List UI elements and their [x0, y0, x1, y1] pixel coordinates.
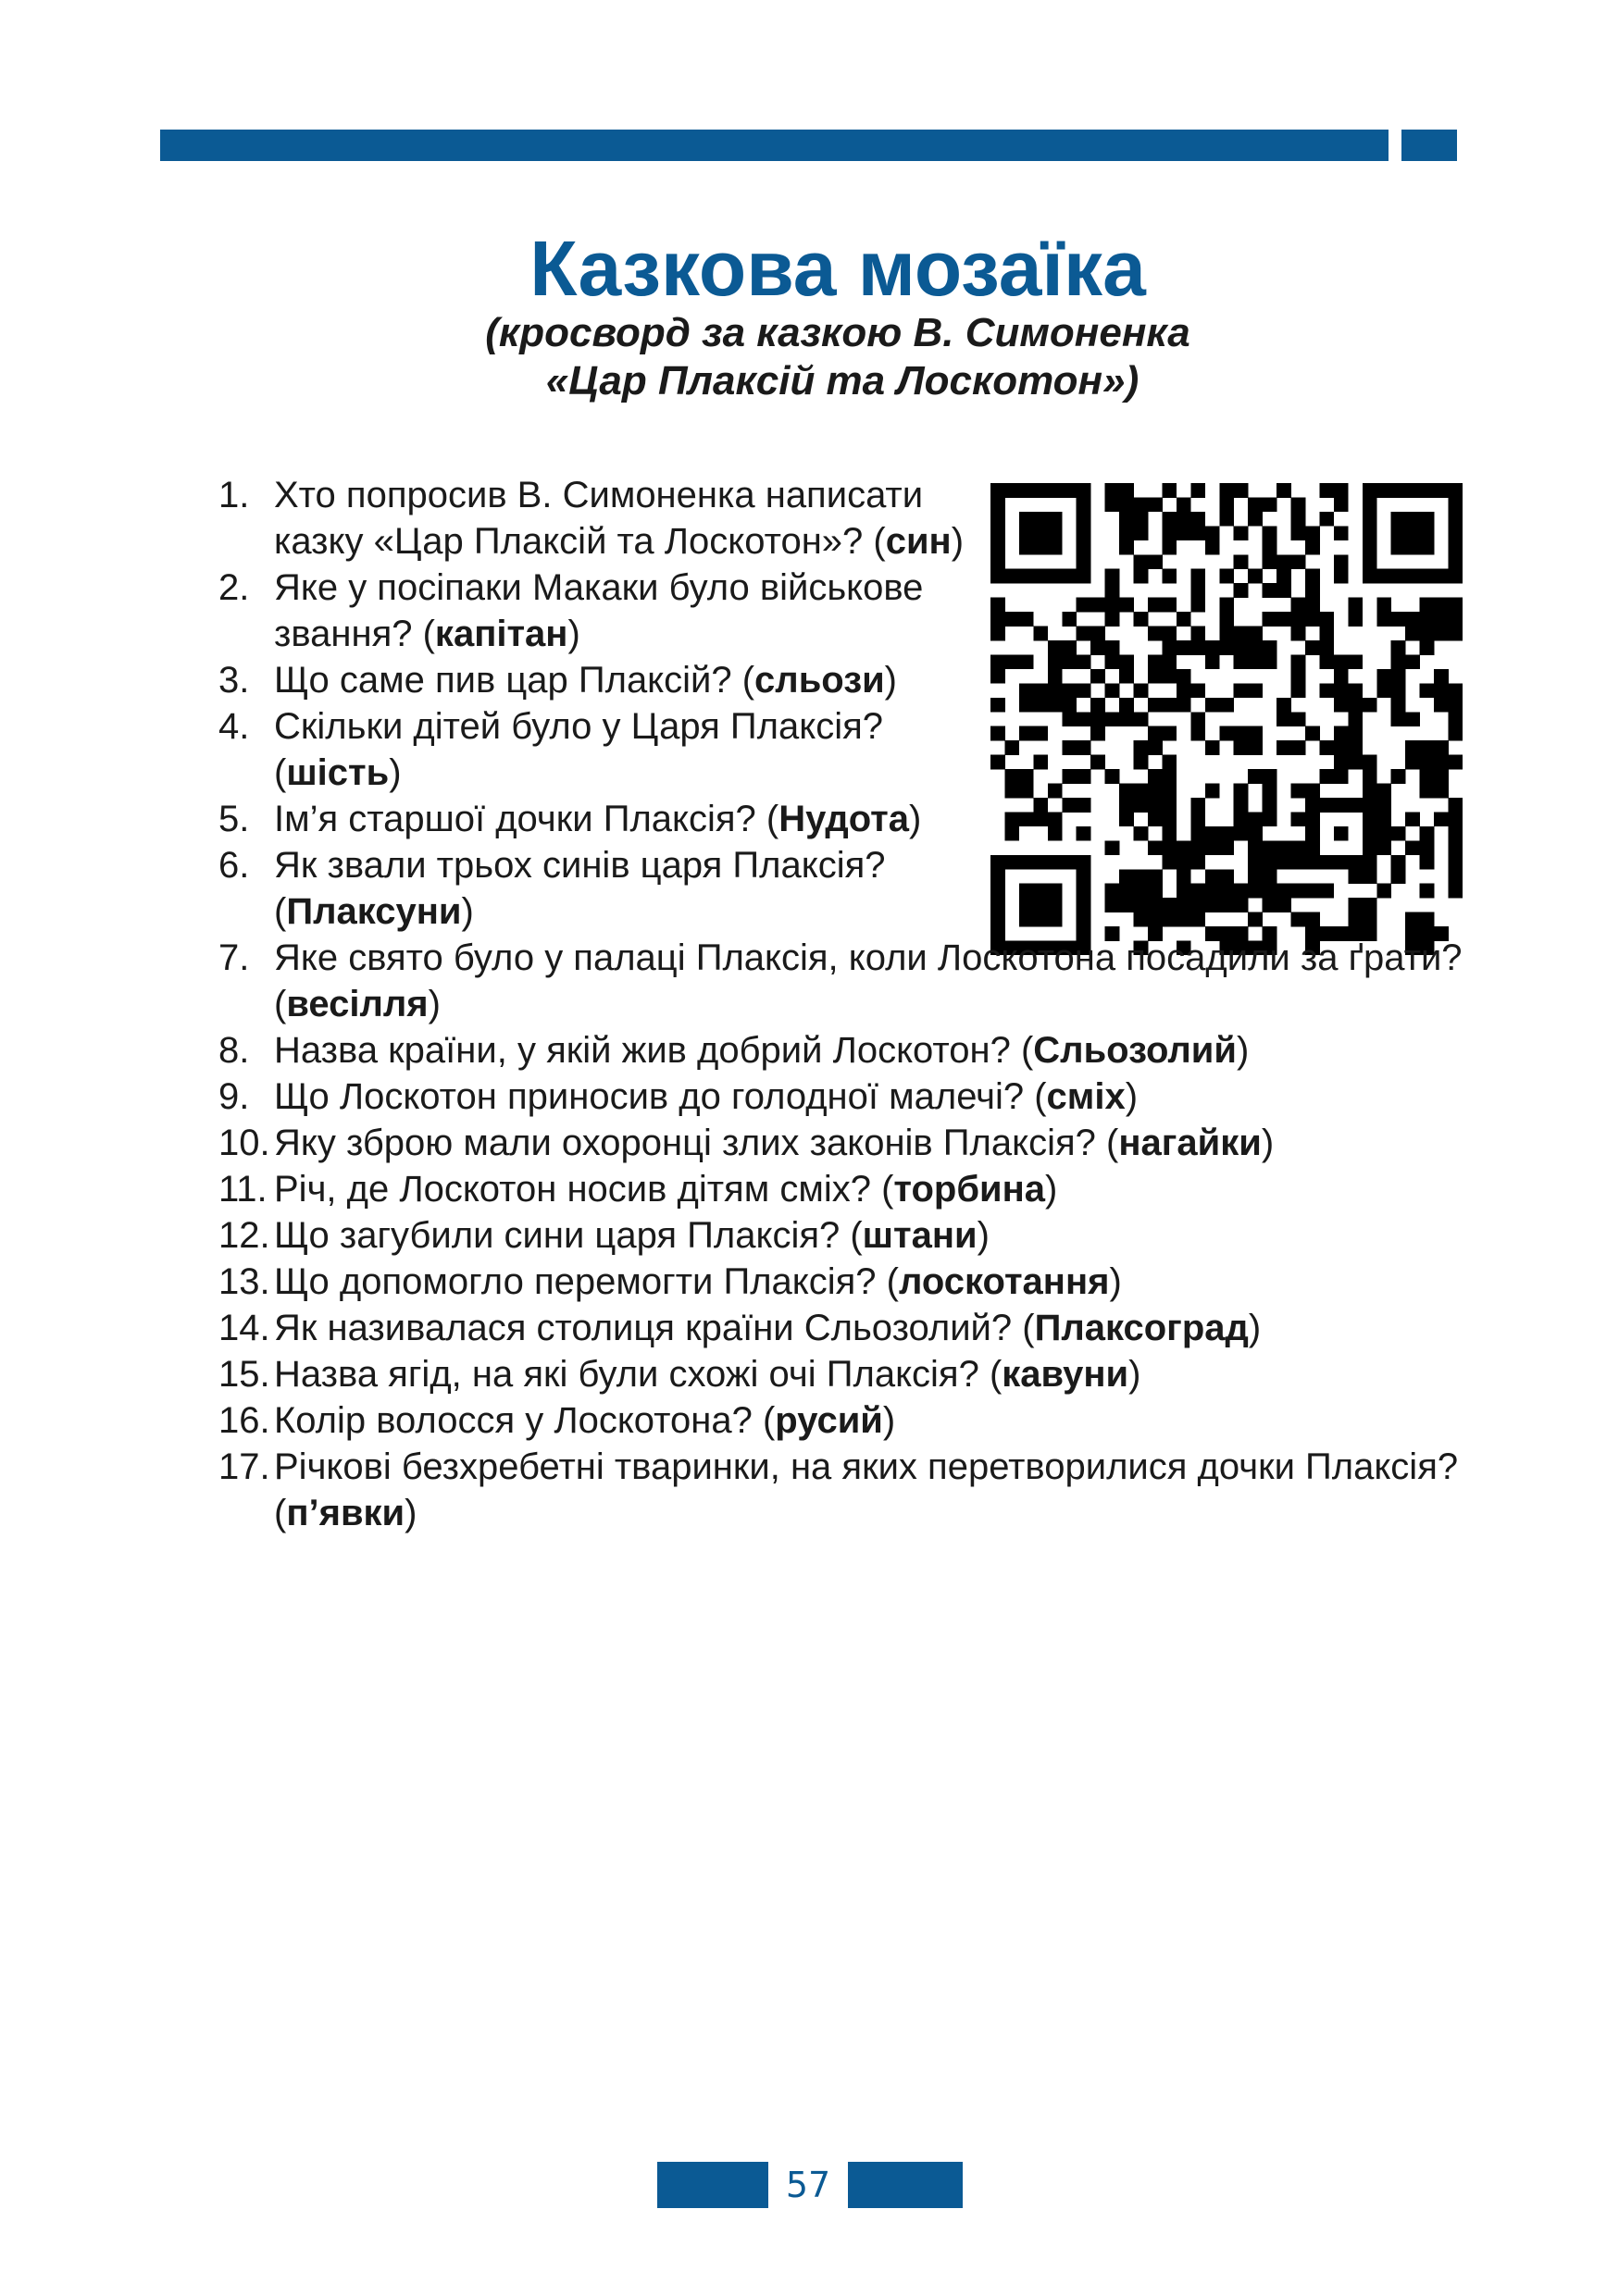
answer: шість [286, 752, 390, 793]
item-number: 12. [218, 1215, 270, 1256]
question-text: Назва країни, у якій жив добрий Лоскотон? [274, 1030, 1011, 1071]
item-number: 1. [218, 475, 250, 515]
list-item: 17. Річкові безхребетні тваринки, на яких перетворилися дочки Плаксія? (п’явки) [218, 1444, 1477, 1536]
question-text: Яку зброю мали охоронці злих законів Плаксія? [274, 1123, 1096, 1163]
list-item: 15. Назва ягід, на які були схожі очі Плаксія? (кавуни) [218, 1351, 1477, 1397]
header-decor-bar-end [1401, 130, 1457, 161]
answer: сміх [1046, 1076, 1126, 1117]
item-number: 11. [218, 1169, 268, 1210]
list-item: 12. Що загубили сини царя Плаксія? (штани) [218, 1212, 1477, 1259]
answer: лоскотання [898, 1261, 1110, 1302]
item-number: 13. [218, 1261, 270, 1302]
page-title: Казкова мозаїка [529, 225, 1146, 312]
page-subtitle [0, 309, 1619, 405]
answer: Плаксоград [1034, 1308, 1249, 1348]
answer: син [885, 521, 952, 562]
subtitle-line-2: «Цар Плаксій та Лоскотон») [545, 358, 1140, 403]
question-text: Що саме пив цар Плаксій? [274, 660, 732, 701]
question-text: Як звали трьох синів царя Плаксія? [274, 845, 886, 886]
item-number: 10. [218, 1123, 270, 1163]
list-item: 5. Ім’я старшої дочки Плаксія? (Нудота) [218, 796, 996, 842]
footer-decor-bar-left [657, 2162, 768, 2208]
question-text: Яке у посіпаки Макаки було військове звання? [274, 567, 924, 654]
answer: Нудота [778, 799, 910, 839]
answer: весілля [286, 984, 429, 1024]
answer: п’явки [286, 1493, 405, 1533]
list-item: 10. Яку зброю мали охоронці злих законів Плаксія? (нагайки) [218, 1120, 1477, 1166]
item-number: 4. [218, 706, 250, 747]
question-text: Річкові безхребетні тваринки, на яких перетворилися дочки Плаксія? [274, 1446, 1459, 1487]
list-item: 11. Річ, де Лоскотон носив дітям сміх? (торбина) [218, 1166, 1477, 1212]
answer: Плаксуни [286, 891, 462, 932]
item-number: 16. [218, 1400, 270, 1441]
item-number: 7. [218, 937, 250, 978]
list-item: 14. Як називалася столиця країни Сльозолий? (Плаксоград) [218, 1305, 1477, 1351]
answer: Сльозолий [1033, 1030, 1237, 1071]
list-item: 4. Скільки дітей було у Царя Плаксія? (шість) [218, 703, 996, 796]
answer: торбина [893, 1169, 1046, 1210]
question-text: Як називалася столиця країни Сльозолий? [274, 1308, 1013, 1348]
item-number: 6. [218, 845, 250, 886]
question-text: Що Лоскотон приносив до голодної малечі? [274, 1076, 1025, 1117]
list-item: 9. Що Лоскотон приносив до голодної малечі? (сміх) [218, 1074, 1477, 1120]
question-text: Хто попросив В. Симоненка написати казку «Цар Плаксій та Лоскотон»? [274, 475, 924, 562]
item-number: 2. [218, 567, 250, 608]
question-text: Назва ягід, на які були схожі очі Плаксія? [274, 1354, 979, 1395]
footer-decor-bar-right [848, 2162, 963, 2208]
question-text: Яке свято було у палаці Плаксія, коли Лоскотона посадили за ґрати? [274, 937, 1463, 978]
question-text: Що допомогло перемогти Плаксія? [274, 1261, 877, 1302]
item-number: 17. [218, 1446, 270, 1487]
list-item: 8. Назва країни, у якій жив добрий Лоскотон? (Сльозолий) [218, 1027, 1477, 1074]
question-text: Річ, де Лоскотон носив дітям сміх? [274, 1169, 871, 1210]
list-item: 3. Що саме пив цар Плаксій? (сльози) [218, 657, 996, 703]
answer: капітан [434, 614, 568, 654]
item-number: 14. [218, 1308, 270, 1348]
question-text: Колір волосся у Лоскотона? [274, 1400, 753, 1441]
list-item: 7. Яке свято було у палаці Плаксія, коли Лоскотона посадили за ґрати? (весілля) [218, 935, 1477, 1027]
question-text: Скільки дітей було у Царя Плаксія? [274, 706, 883, 747]
answer: штани [862, 1215, 978, 1256]
answer: русий [775, 1400, 883, 1441]
question-list [218, 472, 1477, 1536]
list-item: 1. Хто попросив В. Симоненка написати казку «Цар Плаксій та Лоскотон»? (син) [218, 472, 996, 565]
answer: нагайки [1118, 1123, 1262, 1163]
item-number: 8. [218, 1030, 250, 1071]
list-item: 16. Колір волосся у Лоскотона? (русий) [218, 1397, 1477, 1444]
header-decor-bar [160, 130, 1389, 161]
subtitle-line-1: (кросворд за казкою В. Симоненка [485, 310, 1190, 355]
question-text: Що загубили сини царя Плаксія? [274, 1215, 841, 1256]
item-number: 9. [218, 1076, 250, 1117]
list-item: 2. Яке у посіпаки Макаки було військове звання? (капітан) [218, 565, 996, 657]
item-number: 5. [218, 799, 250, 839]
item-number: 3. [218, 660, 250, 701]
answer: кавуни [1002, 1354, 1129, 1395]
page-number: 57 [785, 2165, 831, 2205]
list-item: 13. Що допомогло перемогти Плаксія? (лоскотання) [218, 1259, 1477, 1305]
list-item: 6. Як звали трьох синів царя Плаксія? (Плаксуни) [218, 842, 996, 935]
answer: сльози [754, 660, 885, 701]
question-text: Ім’я старшої дочки Плаксія? [274, 799, 756, 839]
item-number: 15. [218, 1354, 270, 1395]
